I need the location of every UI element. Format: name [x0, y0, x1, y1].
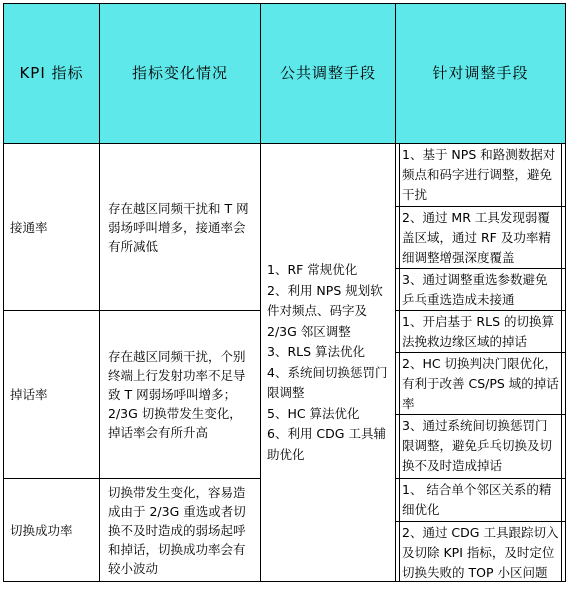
row-change-drop-rate: 存在越区同频干扰，个别终端上行发射功率不足导致 T 网弱场呼叫增多；2/3G 切换带发生变化，掉话率会有所升高: [99, 310, 261, 479]
row-targeted-drop-rate: [395, 310, 566, 479]
row-change-connect-rate: 存在越区同频干扰和 T 网弱场呼叫增多，接通率会有所减低: [99, 143, 261, 311]
row-targeted-handover-rate: [395, 478, 566, 582]
common-item: 4、系统间切换惩罚门限调整: [267, 364, 388, 400]
header-common: 公共调整手段: [260, 3, 396, 144]
row-kpi-connect-rate: 接通率: [3, 143, 100, 311]
header-targeted: 针对调整手段: [395, 3, 566, 144]
targeted-item: 1、基于 NPS 和路测数据对频点和码字进行调整，避免干扰: [402, 147, 556, 202]
common-item: 3、RLS 算法优化: [267, 344, 366, 359]
kpi-adjustment-table: [3, 3, 566, 582]
row-targeted-connect-rate: [395, 143, 566, 311]
targeted-item: 2、通过 MR 工具发现弱覆盖区域，通过 RF 及功率精细调整增强深度覆盖: [396, 206, 565, 268]
common-measures-list: [267, 260, 389, 465]
row-kpi-drop-rate: 掉话率: [3, 310, 100, 479]
common-item: 1、RF 常规优化: [267, 262, 358, 277]
targeted-item: 1、 结合单个邻区关系的精细优化: [402, 482, 552, 517]
targeted-item: 1、开启基于 RLS 的切换算法挽救边缘区域的掉话: [402, 314, 554, 349]
common-item: 6、利用 CDG 工具辅助优化: [267, 426, 386, 462]
common-item: 2、利用 NPS 规划软件对频点、码字及 2/3G 邻区调整: [267, 282, 383, 339]
header-change: 指标变化情况: [99, 3, 261, 144]
targeted-item: 3、通过系统间切换惩罚门限调整，避免乒乓切换及切换不及时造成掉话: [396, 414, 565, 479]
header-kpi: KPI 指标: [3, 3, 100, 144]
row-kpi-handover-rate: 切换成功率: [3, 478, 100, 582]
targeted-item: 3、通过调整重选参数避免乒乓重选造成未接通: [396, 268, 565, 311]
targeted-item: 2、通过 CDG 工具跟踪切入及切除 KPI 指标，及时定位切换失败的 TOP 小区问题: [396, 521, 565, 582]
common-measures-cell: [260, 143, 396, 582]
row-change-handover-rate: 切换带发生变化，容易造成由于 2/3G 重选或者切换不及时造成的弱场起呼和掉话，切换成功率会有较小波动: [99, 478, 261, 582]
common-item: 5、HC 算法优化: [267, 405, 360, 421]
targeted-item: 2、HC 切换判决门限优化，有利于改善 CS/PS 域的掉话率: [396, 352, 565, 414]
